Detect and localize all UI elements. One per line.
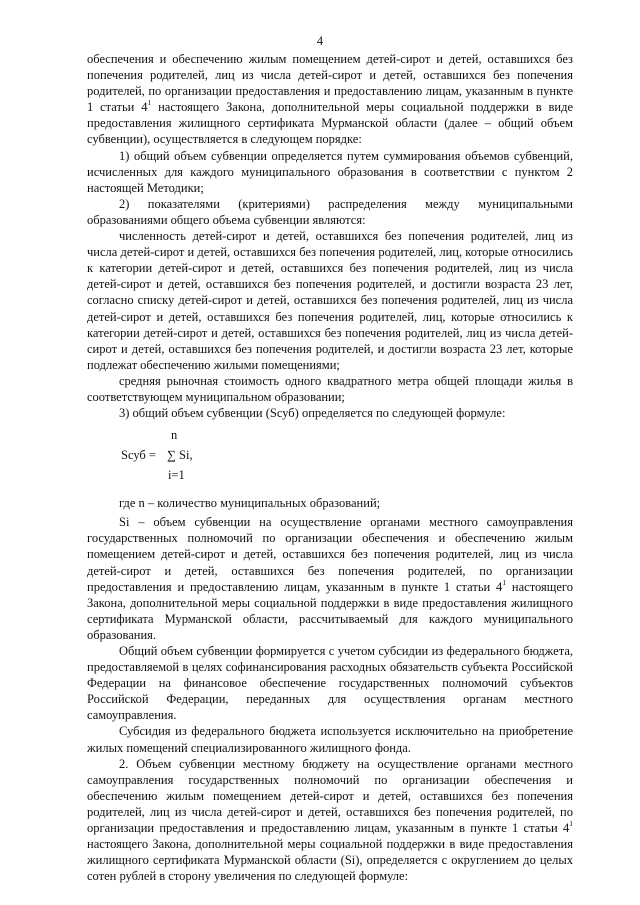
paragraph: обеспечения и обеспечению жилым помещением детей-сирот и детей, оставшихся без попечения родителей, лиц из числа детей-сирот и детей, оставшихся без попечения родителей, по организации предоставления и предоставлению лицам, указанным в пункте 1 статьи $4^1$ настоящего Закона, дополнительной меры социальной поддержки в виде предоставления жилищного сертификата Мурманской области (далее – общий объем субвенции), осуществляется в следующем порядке: [87,52,573,147]
paragraph: 2. Объем субвенции местному бюджету на осуществление органами местного самоуправления государственных полномочий по организации обеспечения и обеспечению жилым помещением детей-сирот и детей, оставшихся без попечения родителей, лиц из числа детей-сирот и детей, оставшихся без попечения родителей, по организации предоставления и предоставлению лицам, указанным в пункте 1 статьи $4^1$ настоящего Закона, дополнительной меры социальной поддержки в виде предоставления жилищного сертификата Мурманской области (Si), определяется с округлением до целых сотен рублей в сторону увеличения по следующей формуле: [87,756,573,884]
formula-sum: ∑ Si, [167,448,193,463]
paragraph: 1) общий объем субвенции определяется путем суммирования объемов субвенций, исчисленных для каждого муниципального образования в соответствии с пунктом 2 настоящей Методики; [87,148,573,195]
paragraph: где n – количество муниципальных образований; [119,496,381,511]
paragraph: численность детей-сирот и детей, оставшихся без попечения родителей, лиц из числа детей-сирот и детей, оставшихся без попечения родителей, лиц, которые относились к категории детей-сирот и детей, оставшихся без попечения родителей, лиц из числа детей-сирот и детей, оставшихся без попечения родителей, и достигли возраста 23 лет, согласно списку детей-сирот и детей, оставшихся без попечения родителей, лиц из числа детей-сирот и детей, оставшихся без попечения родителей, лиц, которые относились к категории детей-сирот и детей, оставшихся без попечения родителей, лиц из числа детей-сирот и детей, оставшихся без попечения родителей, и достигли возраста 23 лет, которые подлежат обеспечению жилыми помещениями; [87,229,573,372]
paragraph: 2) показателями (критериями) распределения между муниципальными образованиями общего объема субвенции являются: [87,196,573,227]
paragraph: Субсидия из федерального бюджета используется исключительно на приобретение жилых помещений специализированного жилищного фонда. [87,724,573,755]
paragraph: средняя рыночная стоимость одного квадратного метра общей площади жилья в соответствующем муниципальном образовании; [87,373,573,404]
formula-upper-limit: n [171,428,178,443]
paragraph: 3) общий объем субвенции (Sсуб) определяется по следующей формуле: [119,406,506,421]
paragraph: Si – объем субвенции на осуществление органами местного самоуправления государственных полномочий по организации обеспечения и обеспечению жилым помещением детей-сирот и детей, оставшихся без попечения родителей, лиц из числа детей-сирот и детей, оставшихся без попечения родителей, по организации предоставления и предоставлению лицам, указанным в пункте 1 статьи $4^1$ настоящего Закона, дополнительной меры социальной поддержки в виде предоставления жилищного сертификата Мурманской области, рассчитываемый для каждого муниципального образования. [87,515,573,642]
page-number: 4 [316,34,324,48]
body-text [87,51,573,884]
formula-lhs: Sсуб = [121,448,156,463]
sum-formula [87,427,573,491]
paragraph: Общий объем субвенции формируется с учетом субсидии из федерального бюджета, предоставляемой в целях софинансирования расходных обязательств субъекта Российской Федерации на финансовое обеспечение государственных полномочий субъектов Российской Федерации, переданных для осуществления органам местного самоуправления. [87,644,573,723]
formula-lower-limit: i=1 [168,468,185,483]
